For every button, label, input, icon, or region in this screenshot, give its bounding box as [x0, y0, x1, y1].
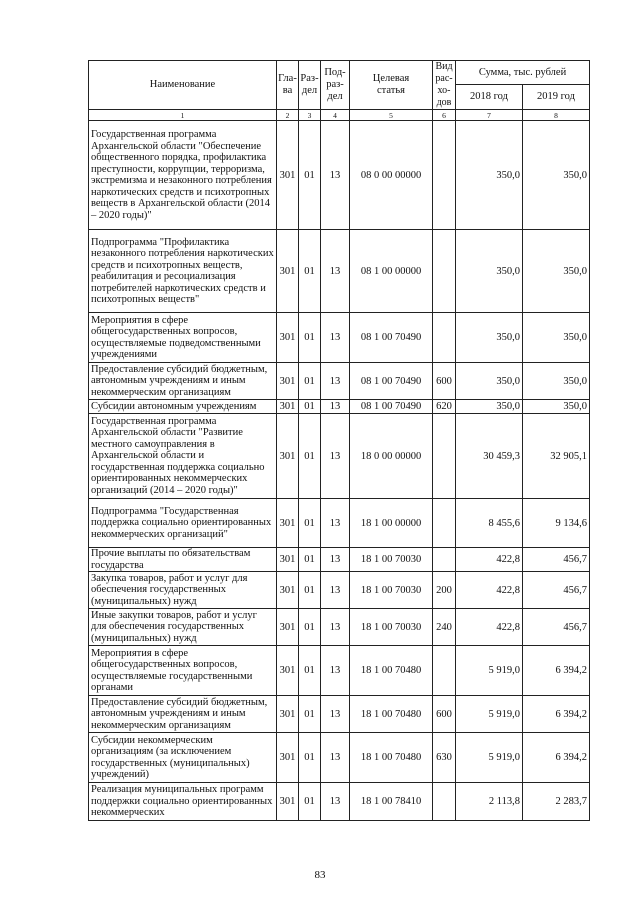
row-2019-value-cell: 2 283,7: [523, 783, 590, 821]
row-2019-value-cell: 456,7: [523, 548, 590, 572]
row-name-cell: Государственная программа Архангельской области "Развитие местного самоуправления в Архангельской области и государственная поддержка социально ориентированных некоммерческих организаций (2014 – 2020 годы)": [89, 414, 277, 499]
row-2018-value-cell: 5 919,0: [456, 646, 523, 696]
row-name-cell: Иные закупки товаров, работ и услуг для обеспечения государственных (муниципальных) нужд: [89, 609, 277, 646]
row-subsection-cell: 13: [321, 414, 350, 499]
row-target-cell: 18 1 00 70480: [350, 733, 433, 783]
table-row: [89, 548, 590, 572]
row-exp-type-cell: 200: [433, 572, 456, 609]
table-row: [89, 572, 590, 609]
header-target: [350, 61, 433, 110]
column-number: 1: [89, 110, 277, 121]
row-section-cell: 01: [299, 646, 321, 696]
row-target-cell: 18 1 00 70480: [350, 646, 433, 696]
row-2018-value-cell: 350,0: [456, 313, 523, 363]
row-exp-type-cell: [433, 230, 456, 313]
row-subsection-cell: 13: [321, 783, 350, 821]
table-row: [89, 313, 590, 363]
row-2018-value-cell: 5 919,0: [456, 733, 523, 783]
row-name-cell: Мероприятия в сфере общегосударственных вопросов, осуществляемые подведомственными учреждениями: [89, 313, 277, 363]
row-target-cell: 08 0 00 00000: [350, 121, 433, 230]
row-2018-value-cell: 350,0: [456, 400, 523, 414]
row-exp-type-cell: [433, 313, 456, 363]
row-section-cell: 01: [299, 572, 321, 609]
row-subsection-cell: 13: [321, 696, 350, 733]
row-exp-type-cell: [433, 548, 456, 572]
row-2019-value-cell: 350,0: [523, 363, 590, 400]
row-target-cell: 08 1 00 70490: [350, 313, 433, 363]
row-section-cell: 01: [299, 548, 321, 572]
row-chapter-cell: 301: [277, 733, 299, 783]
row-target-cell: 08 1 00 70490: [350, 400, 433, 414]
row-chapter-cell: 301: [277, 646, 299, 696]
row-target-cell: 18 1 00 70030: [350, 548, 433, 572]
row-name-cell: Государственная программа Архангельской области "Обеспечение общественного порядка, профилактика преступности, коррупции, терроризма, экстремизма и незаконного потребления наркотических средств и психотропных веществ в Архангельской области (2014 – 2020 годы)": [89, 121, 277, 230]
row-exp-type-cell: 600: [433, 363, 456, 400]
row-target-cell: 18 0 00 00000: [350, 414, 433, 499]
row-exp-type-cell: 630: [433, 733, 456, 783]
row-target-cell: 18 1 00 00000: [350, 499, 433, 548]
row-subsection-cell: 13: [321, 121, 350, 230]
table-row: [89, 363, 590, 400]
row-name-cell: Реализация муниципальных программ поддержки социально ориентированных некоммерческих: [89, 783, 277, 821]
row-section-cell: 01: [299, 733, 321, 783]
budget-table: [88, 60, 590, 821]
row-chapter-cell: 301: [277, 696, 299, 733]
row-exp-type-cell: [433, 414, 456, 499]
row-2019-value-cell: 6 394,2: [523, 696, 590, 733]
row-chapter-cell: 301: [277, 609, 299, 646]
row-2019-value-cell: 32 905,1: [523, 414, 590, 499]
header-section-text: Раз- дел: [300, 73, 319, 96]
row-target-cell: 18 1 00 70030: [350, 572, 433, 609]
row-2018-value-cell: 350,0: [456, 230, 523, 313]
row-name-cell: Предоставление субсидий бюджетным, автономным учреждениям и иным некоммерческим организациям: [89, 696, 277, 733]
row-target-cell: 18 1 00 70030: [350, 609, 433, 646]
header-subsection: [321, 61, 350, 110]
row-section-cell: 01: [299, 313, 321, 363]
header-exp-type: [433, 61, 456, 110]
row-2018-value-cell: 422,8: [456, 572, 523, 609]
row-section-cell: 01: [299, 121, 321, 230]
header-year-2018: 2018 год: [456, 85, 523, 110]
row-section-cell: 01: [299, 363, 321, 400]
column-number-row: [89, 110, 590, 121]
row-exp-type-cell: 600: [433, 696, 456, 733]
row-section-cell: 01: [299, 400, 321, 414]
table-row: [89, 783, 590, 821]
row-2019-value-cell: 456,7: [523, 572, 590, 609]
column-number: 6: [433, 110, 456, 121]
row-2019-value-cell: 350,0: [523, 400, 590, 414]
header-chapter: [277, 61, 299, 110]
row-2018-value-cell: 350,0: [456, 121, 523, 230]
row-exp-type-cell: 240: [433, 609, 456, 646]
row-subsection-cell: 13: [321, 313, 350, 363]
row-2019-value-cell: 456,7: [523, 609, 590, 646]
row-section-cell: 01: [299, 499, 321, 548]
row-exp-type-cell: [433, 499, 456, 548]
row-2018-value-cell: 30 459,3: [456, 414, 523, 499]
row-target-cell: 18 1 00 78410: [350, 783, 433, 821]
row-2018-value-cell: 8 455,6: [456, 499, 523, 548]
row-2019-value-cell: 350,0: [523, 121, 590, 230]
header-subsection-text: Под- раз- дел: [324, 67, 346, 102]
table-row: [89, 121, 590, 230]
row-subsection-cell: 13: [321, 646, 350, 696]
row-2019-value-cell: 350,0: [523, 313, 590, 363]
row-exp-type-cell: [433, 783, 456, 821]
row-subsection-cell: 13: [321, 230, 350, 313]
row-chapter-cell: 301: [277, 414, 299, 499]
row-name-cell: Подпрограмма "Государственная поддержка социально ориентированных некоммерческих организаций": [89, 499, 277, 548]
row-name-cell: Субсидии автономным учреждениям: [89, 400, 277, 414]
row-chapter-cell: 301: [277, 230, 299, 313]
table-row: [89, 230, 590, 313]
row-section-cell: 01: [299, 696, 321, 733]
row-2018-value-cell: 350,0: [456, 363, 523, 400]
row-section-cell: 01: [299, 230, 321, 313]
row-chapter-cell: 301: [277, 121, 299, 230]
table-row: [89, 499, 590, 548]
row-section-cell: 01: [299, 783, 321, 821]
row-chapter-cell: 301: [277, 363, 299, 400]
row-subsection-cell: 13: [321, 363, 350, 400]
table-row: [89, 696, 590, 733]
table-row: [89, 733, 590, 783]
row-chapter-cell: 301: [277, 499, 299, 548]
column-number: 2: [277, 110, 299, 121]
row-target-cell: 08 1 00 00000: [350, 230, 433, 313]
row-subsection-cell: 13: [321, 548, 350, 572]
row-2019-value-cell: 6 394,2: [523, 646, 590, 696]
header-exp-type-text: Вид рас- хо- дов: [435, 61, 453, 108]
row-2018-value-cell: 422,8: [456, 609, 523, 646]
column-number: 4: [321, 110, 350, 121]
row-subsection-cell: 13: [321, 572, 350, 609]
table-row: [89, 400, 590, 414]
row-section-cell: 01: [299, 609, 321, 646]
column-number: 8: [523, 110, 590, 121]
row-target-cell: 08 1 00 70490: [350, 363, 433, 400]
header-chapter-text: Гла- ва: [278, 73, 297, 96]
column-number: 3: [299, 110, 321, 121]
row-name-cell: Прочие выплаты по обязательствам государства: [89, 548, 277, 572]
header-sum: Сумма, тыс. рублей: [456, 61, 590, 85]
row-subsection-cell: 13: [321, 499, 350, 548]
header-name: Наименование: [89, 61, 277, 110]
row-2018-value-cell: 2 113,8: [456, 783, 523, 821]
row-exp-type-cell: 620: [433, 400, 456, 414]
row-name-cell: Предоставление субсидий бюджетным, автономным учреждениям и иным некоммерческим организациям: [89, 363, 277, 400]
header-year-2019: 2019 год: [523, 85, 590, 110]
table-row: [89, 414, 590, 499]
row-subsection-cell: 13: [321, 733, 350, 783]
row-exp-type-cell: [433, 646, 456, 696]
row-name-cell: Подпрограмма "Профилактика незаконного потребления наркотических средств и психотропных веществ, реабилитация и ресоциализация потребителей наркотических средств и психотропных веществ": [89, 230, 277, 313]
row-chapter-cell: 301: [277, 572, 299, 609]
row-section-cell: 01: [299, 414, 321, 499]
row-name-cell: Субсидии некоммерческим организациям (за исключением государственных (муниципальных) учреждений): [89, 733, 277, 783]
page-number: 83: [314, 869, 326, 881]
row-chapter-cell: 301: [277, 313, 299, 363]
row-exp-type-cell: [433, 121, 456, 230]
header-target-text: Целевая статья: [372, 73, 410, 96]
row-subsection-cell: 13: [321, 400, 350, 414]
row-name-cell: Закупка товаров, работ и услуг для обеспечения государственных (муниципальных) нужд: [89, 572, 277, 609]
row-chapter-cell: 301: [277, 783, 299, 821]
row-2018-value-cell: 422,8: [456, 548, 523, 572]
row-chapter-cell: 301: [277, 400, 299, 414]
row-2018-value-cell: 5 919,0: [456, 696, 523, 733]
row-name-cell: Мероприятия в сфере общегосударственных вопросов, осуществляемые государственными органами: [89, 646, 277, 696]
table-body: [89, 121, 590, 821]
column-number: 7: [456, 110, 523, 121]
row-2019-value-cell: 6 394,2: [523, 733, 590, 783]
column-number: 5: [350, 110, 433, 121]
row-target-cell: 18 1 00 70480: [350, 696, 433, 733]
row-chapter-cell: 301: [277, 548, 299, 572]
row-2019-value-cell: 9 134,6: [523, 499, 590, 548]
table-row: [89, 609, 590, 646]
header-section: [299, 61, 321, 110]
row-2019-value-cell: 350,0: [523, 230, 590, 313]
table-row: [89, 646, 590, 696]
row-subsection-cell: 13: [321, 609, 350, 646]
